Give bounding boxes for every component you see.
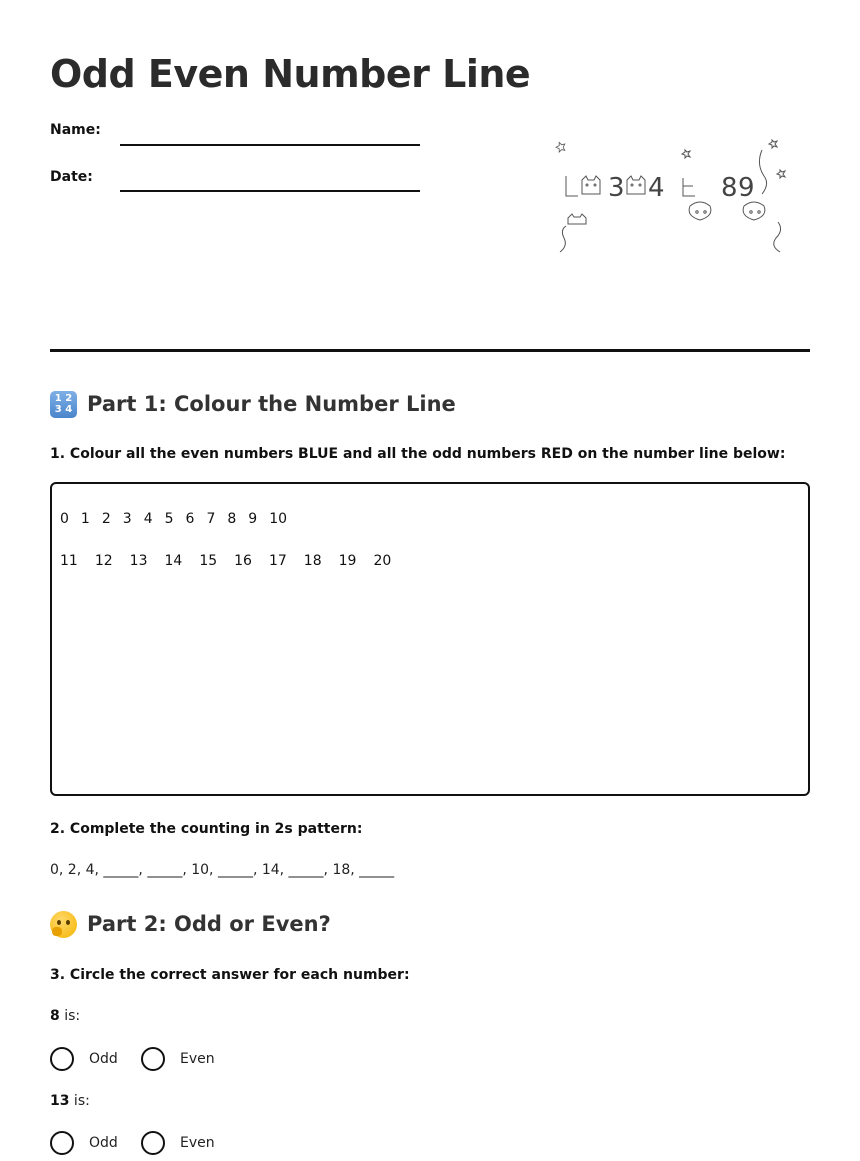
page-title: Odd Even Number Line [50,52,531,96]
date-field[interactable] [120,190,420,192]
number-8[interactable]: 8 [227,511,237,527]
option-label: Odd [89,1135,118,1151]
item-suffix: is: [69,1093,90,1109]
option-odd-13[interactable] [50,1131,118,1155]
radio-circle[interactable] [141,1047,165,1071]
question-2: 2. Complete the counting in 2s pattern: [50,821,363,837]
number-20[interactable]: 20 [373,553,392,569]
icon-digit: 3 [54,404,62,415]
number-row-11-20 [60,553,408,569]
option-even-8[interactable] [141,1047,215,1071]
section-divider [50,349,810,352]
option-odd-8[interactable] [50,1047,118,1071]
doodle-digit-4: 4 [648,173,665,203]
option-label: Even [180,1051,215,1067]
number-13[interactable]: 13 [129,553,148,569]
part2-heading [50,908,331,940]
number-2[interactable]: 2 [101,511,111,527]
number-6[interactable]: 6 [185,511,195,527]
thinking-face-icon [50,911,77,938]
number-5[interactable]: 5 [164,511,174,527]
number-10[interactable]: 10 [269,511,288,527]
number-11[interactable]: 11 [60,553,78,569]
number-18[interactable]: 18 [303,553,322,569]
number-17[interactable]: 17 [268,553,287,569]
part1-heading [50,388,456,420]
number-0[interactable]: 0 [60,511,69,527]
number-4[interactable]: 4 [143,511,153,527]
number-12[interactable]: 12 [94,553,113,569]
number-7[interactable]: 7 [206,511,216,527]
item-suffix: is: [59,1008,81,1024]
number-16[interactable]: 16 [234,553,252,569]
icon-digit: 4 [65,404,73,415]
item-number: 8 [50,1008,60,1024]
counting-pattern[interactable]: 0, 2, 4, _____, _____, 10, _____, 14, _____, 18, _____ [50,862,395,878]
option-label: Odd [89,1051,118,1067]
option-even-13[interactable] [141,1131,215,1155]
number-9[interactable]: 9 [248,511,258,527]
number-3[interactable]: 3 [122,511,132,527]
input-numbers-icon [50,391,77,418]
part1-heading-text: Part 1: Colour the Number Line [87,392,456,416]
radio-circle[interactable] [50,1047,74,1071]
doodle-digit-3: 3 [608,173,625,203]
number-15[interactable]: 15 [199,553,218,569]
item-stem-13 [50,1093,90,1109]
radio-circle[interactable] [141,1131,165,1155]
item-number: 13 [50,1093,70,1109]
name-field[interactable] [120,144,420,146]
radio-circle[interactable] [50,1131,74,1155]
doodle-digit-8: 8 [721,173,738,203]
numbers-doodle-illustration [540,130,810,260]
number-line-box[interactable] [50,482,810,796]
number-1[interactable]: 1 [80,511,90,527]
question-3: 3. Circle the correct answer for each number: [50,967,410,983]
option-label: Even [180,1135,215,1151]
number-row-0-10 [60,511,299,527]
number-19[interactable]: 19 [338,553,357,569]
item-stem-8 [50,1008,80,1024]
doodle-digit-9: 9 [738,173,755,203]
number-14[interactable]: 14 [164,553,183,569]
name-label: Name: [50,122,101,138]
question-1: 1. Colour all the even numbers BLUE and all the odd numbers RED on the number line below: [50,446,786,462]
icon-digit: 2 [65,392,73,404]
icon-digit: 1 [54,392,62,404]
part2-heading-text: Part 2: Odd or Even? [87,912,331,936]
date-label: Date: [50,169,93,185]
